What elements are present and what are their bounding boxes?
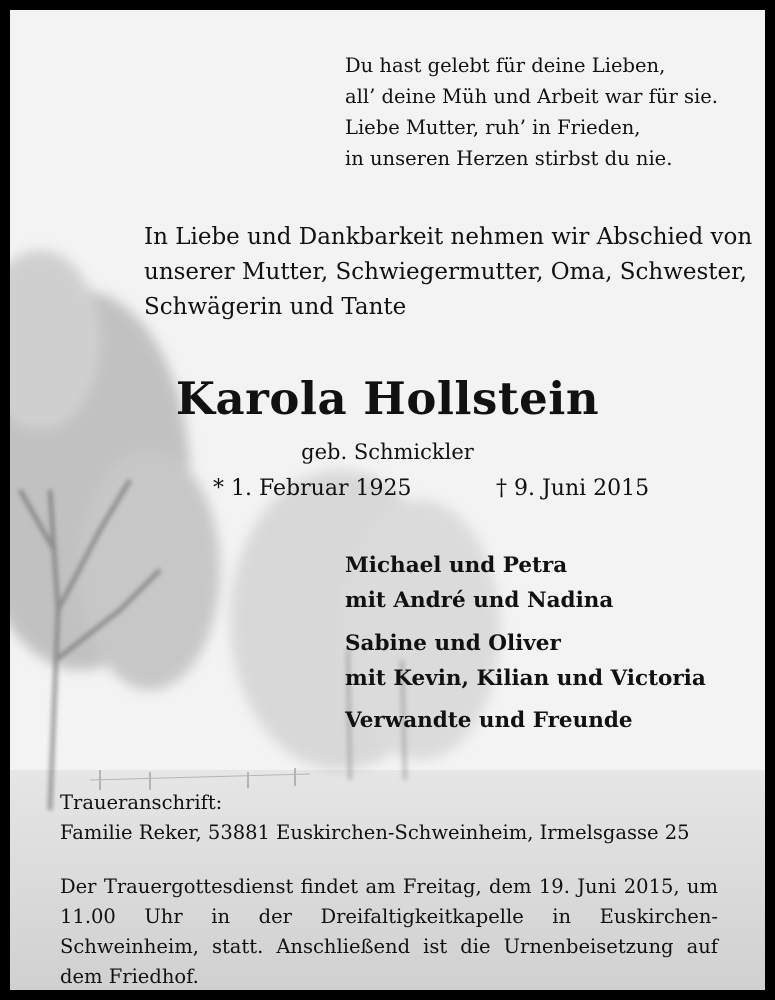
mourning-address-label: Traueranschrift: — [60, 791, 223, 814]
intro-text: In Liebe und Dankbarkeit nehmen wir Abschied von unserer Mutter, Schwiegermutter, Oma, Schwester, Schwägerin und Tante — [144, 224, 753, 320]
death-date: † 9. Juni 2015 — [496, 476, 650, 501]
birth-date: * 1. Februar 1925 — [213, 476, 412, 501]
family-line: mit André und Nadina — [345, 588, 614, 613]
maiden-name: geb. Schmickler — [301, 440, 474, 464]
poem: Du hast gelebt für deine Lieben, all’ deine Müh und Arbeit war für sie. Liebe Mutter, ruh’ in Frieden, in unseren Herzen stirbst du nie. — [345, 54, 718, 170]
mourning-address: Familie Reker, 53881 Euskirchen-Schweinheim, Irmelsgasse 25 — [60, 821, 690, 844]
family-line: Verwandte und Freunde — [345, 708, 633, 733]
funeral-service-text: Der Trauergottesdienst findet am Freitag, dem 19. Juni 2015, um 11.00 Uhr in der Dreifaltigkeitkapelle in Euskirchen-Schweinheim, statt. Anschließend ist die Urnenbeisetzung auf dem Friedhof. — [60, 875, 718, 988]
obituary-notice — [10, 10, 765, 990]
family-line: mit Kevin, Kilian und Victoria — [345, 666, 706, 691]
deceased-name: Karola Hollstein — [175, 372, 600, 425]
family-line: Michael und Petra — [345, 553, 568, 578]
family-line: Sabine und Oliver — [345, 631, 561, 656]
